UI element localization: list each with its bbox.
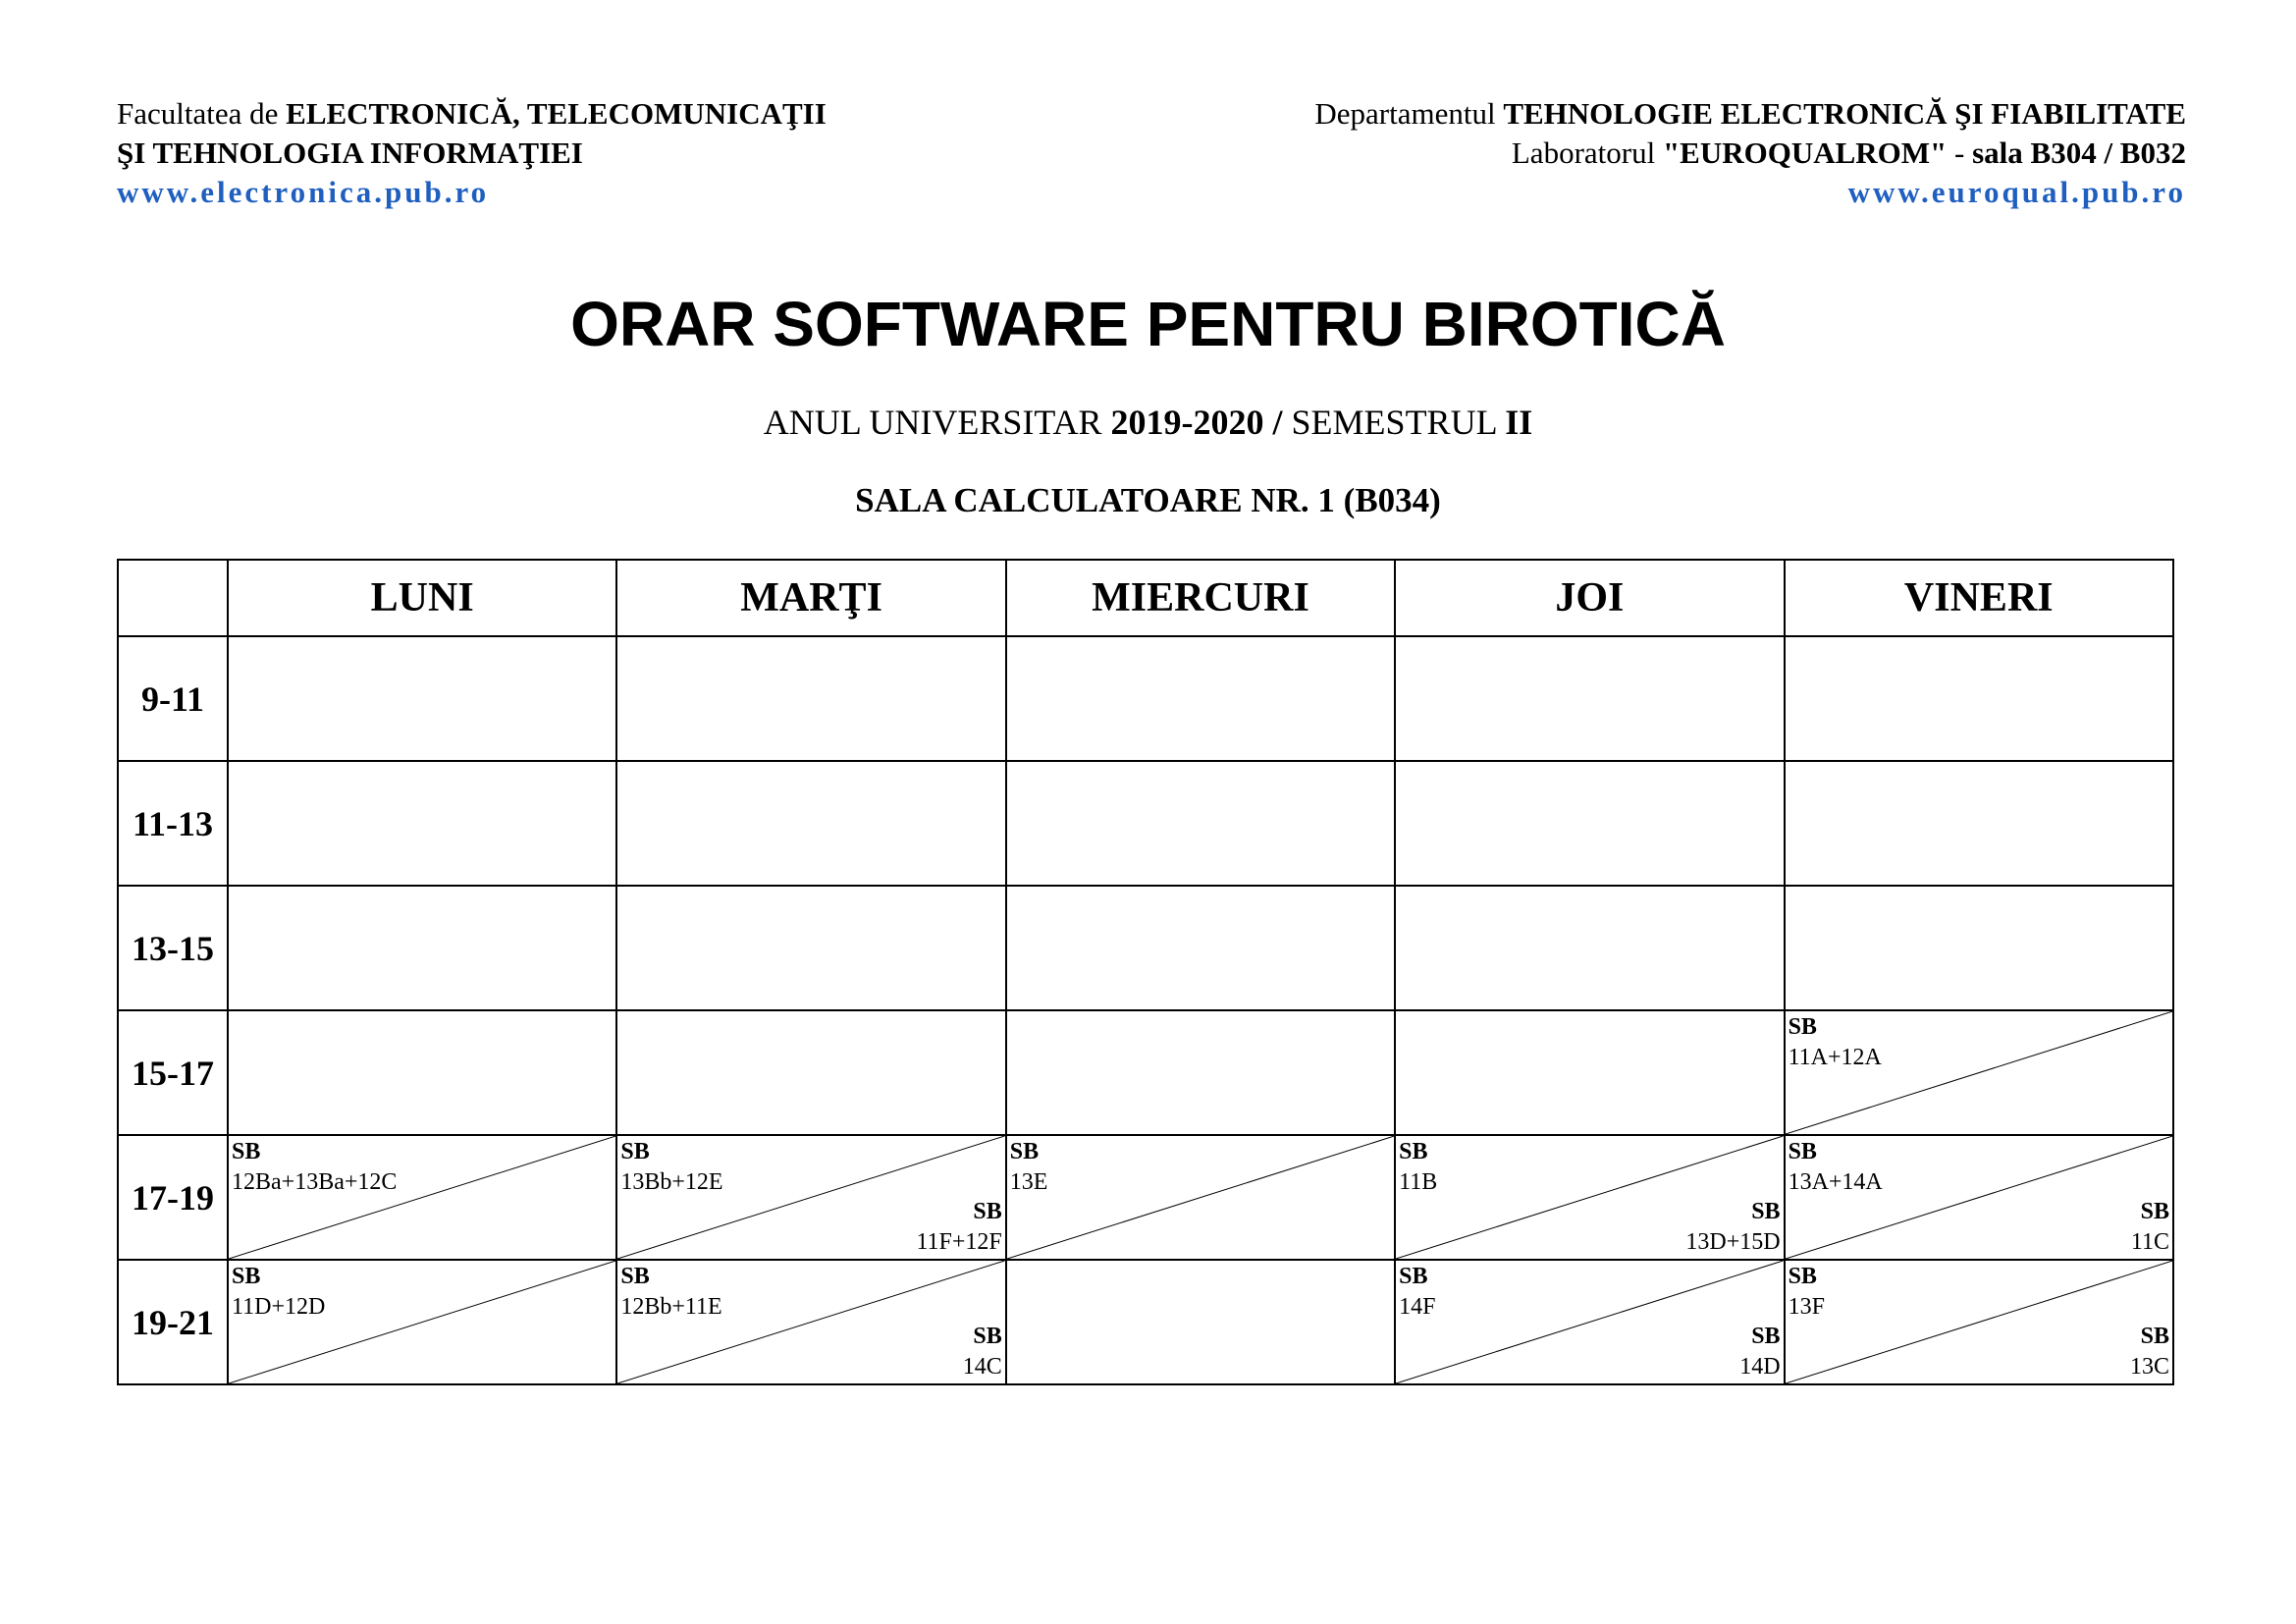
- class-code: SB: [1788, 1139, 1817, 1164]
- laboratory-line: Laboratorul "EUROQUALROM" - sala B304 / B032: [1511, 135, 2186, 170]
- schedule-cell: [1785, 1010, 2173, 1135]
- class-entry-bottom: [1739, 1322, 1780, 1382]
- faculty-header: [117, 94, 827, 212]
- schedule-cell: [1395, 761, 1784, 886]
- class-entry-top: [1399, 1137, 1437, 1198]
- class-code: SB: [1788, 1264, 1817, 1289]
- diagonal-line: [1786, 1261, 2172, 1383]
- student-groups: 14F: [1399, 1294, 1436, 1320]
- schedule-cell: [228, 1260, 616, 1384]
- class-entry-bottom: [963, 1322, 1002, 1382]
- class-entry-bottom: [2131, 1197, 2169, 1258]
- page-title: ORAR SOFTWARE PENTRU BIROTICĂ: [570, 289, 1726, 359]
- day-header: JOI: [1395, 560, 1784, 636]
- student-groups: 14C: [962, 1354, 1002, 1380]
- schedule-cell: [1395, 1010, 1784, 1135]
- student-groups: 11D+12D: [232, 1294, 326, 1320]
- class-code: SB: [620, 1139, 650, 1164]
- diagonal-line: [1007, 1136, 1394, 1259]
- student-groups: 11F+12F: [916, 1229, 1002, 1255]
- time-slot-label: 13-15: [118, 886, 228, 1010]
- class-code: SB: [2140, 1199, 2169, 1224]
- schedule-cell: [616, 761, 1005, 886]
- student-groups: 13A+14A: [1788, 1169, 1883, 1195]
- class-entry-top: [232, 1137, 397, 1198]
- student-groups: 13E: [1009, 1169, 1048, 1195]
- schedule-cell: [1006, 1135, 1395, 1260]
- time-slot-row: [118, 1135, 2173, 1260]
- class-code: SB: [973, 1324, 1002, 1349]
- split-diagonal-line: [1007, 1136, 1394, 1259]
- schedule-cell: [1395, 1135, 1784, 1260]
- schedule-cell: [228, 1010, 616, 1135]
- schedule-cell: [616, 886, 1005, 1010]
- class-entry-bottom: [2130, 1322, 2169, 1382]
- split-diagonal-line: [1396, 1261, 1783, 1383]
- student-groups: 13F: [1788, 1294, 1825, 1320]
- faculty-name: ELECTRONICĂ, TELECOMUNICAŢII: [286, 96, 827, 131]
- day-header: LUNI: [228, 560, 616, 636]
- schedule-cell: [1785, 886, 2173, 1010]
- class-entry-top: [1789, 1012, 1882, 1073]
- time-slot-label: 11-13: [118, 761, 228, 886]
- department-name: TEHNOLOGIE ELECTRONICĂ ŞI FIABILITATE: [1503, 96, 2186, 131]
- department-line-1: Departamentul TEHNOLOGIE ELECTRONICĂ ŞI FIABILITATE: [1314, 96, 2186, 131]
- academic-year-line: ANUL UNIVERSITAR 2019-2020 / SEMESTRUL II: [763, 403, 1533, 442]
- class-code: SB: [2140, 1324, 2169, 1349]
- schedule-cell: [228, 1135, 616, 1260]
- student-groups: 12Ba+13Ba+12C: [232, 1169, 398, 1195]
- time-slot-row: [118, 886, 2173, 1010]
- schedule-table: [117, 559, 2174, 1385]
- faculty-url[interactable]: www.electronica.pub.ro: [117, 175, 490, 209]
- schedule-cell: [616, 636, 1005, 761]
- class-code: SB: [1751, 1324, 1781, 1349]
- student-groups: 13D+15D: [1685, 1229, 1781, 1255]
- schedule-cell: [1395, 636, 1784, 761]
- time-slot-label: 9-11: [118, 636, 228, 761]
- schedule-cell: [228, 636, 616, 761]
- schedule-cell: [1395, 1260, 1784, 1384]
- class-code: SB: [232, 1264, 261, 1289]
- schedule-cell: [1006, 1260, 1395, 1384]
- diagonal-line: [1396, 1261, 1783, 1383]
- schedule-cell: [1006, 761, 1395, 886]
- class-code: SB: [620, 1264, 650, 1289]
- class-entry-top: [1789, 1262, 1825, 1323]
- student-groups: 13Bb+12E: [620, 1169, 723, 1195]
- class-code: SB: [973, 1199, 1002, 1224]
- class-entry-top: [1399, 1262, 1435, 1323]
- class-entry-bottom: [1685, 1197, 1780, 1258]
- student-groups: 11B: [1399, 1169, 1438, 1195]
- room-name: SALA CALCULATOARE NR. 1 (B034): [855, 481, 1441, 519]
- schedule-cell: [1785, 761, 2173, 886]
- schedule-cell: [1395, 886, 1784, 1010]
- time-slot-row: [118, 636, 2173, 761]
- schedule-cell: [616, 1010, 1005, 1135]
- schedule-cell: [1785, 1135, 2173, 1260]
- student-groups: 14D: [1739, 1354, 1781, 1380]
- time-slot-row: [118, 1260, 2173, 1384]
- day-header: MARŢI: [616, 560, 1005, 636]
- class-entry-top: [232, 1262, 325, 1323]
- class-code: SB: [232, 1139, 261, 1164]
- student-groups: 11C: [2130, 1229, 2169, 1255]
- class-code: SB: [1399, 1264, 1428, 1289]
- schedule-cell: [616, 1135, 1005, 1260]
- schedule-cell: [1006, 886, 1395, 1010]
- class-code: SB: [1009, 1139, 1040, 1164]
- split-diagonal-line: [1786, 1261, 2172, 1383]
- time-slot-row: [118, 761, 2173, 886]
- class-entry-bottom: [916, 1197, 1001, 1258]
- schedule-cell: [1006, 636, 1395, 761]
- faculty-line-1: Facultatea de ELECTRONICĂ, TELECOMUNICAŢII: [117, 96, 827, 131]
- schedule-body: [118, 636, 2173, 1384]
- time-slot-label: 19-21: [118, 1260, 228, 1384]
- schedule-cell: [1785, 636, 2173, 761]
- class-code: SB: [1788, 1014, 1817, 1040]
- class-entry-top: [1789, 1137, 1883, 1198]
- day-header: MIERCURI: [1006, 560, 1395, 636]
- class-code: SB: [1751, 1199, 1781, 1224]
- time-slot-row: [118, 1010, 2173, 1135]
- schedule-cell: [616, 1260, 1005, 1384]
- time-slot-label: 15-17: [118, 1010, 228, 1135]
- class-entry-top: [620, 1262, 721, 1323]
- faculty-line-2: ŞI TEHNOLOGIA INFORMAŢIEI: [117, 135, 583, 170]
- class-code: SB: [1399, 1139, 1428, 1164]
- day-header: VINERI: [1785, 560, 2173, 636]
- student-groups: 11A+12A: [1788, 1045, 1882, 1070]
- student-groups: 13C: [2129, 1354, 2169, 1380]
- schedule-cell: [228, 886, 616, 1010]
- student-groups: 12Bb+11E: [620, 1294, 722, 1320]
- time-slot-label: 17-19: [118, 1135, 228, 1260]
- department-url[interactable]: www.euroqual.pub.ro: [1847, 175, 2186, 209]
- day-header-row: [118, 560, 2173, 636]
- schedule-cell: [228, 761, 616, 886]
- class-entry-top: [620, 1137, 722, 1198]
- schedule-cell: [1006, 1010, 1395, 1135]
- department-header: [1314, 94, 2186, 212]
- class-entry-top: [1010, 1137, 1048, 1198]
- corner-cell: [118, 560, 228, 636]
- schedule-cell: [1785, 1260, 2173, 1384]
